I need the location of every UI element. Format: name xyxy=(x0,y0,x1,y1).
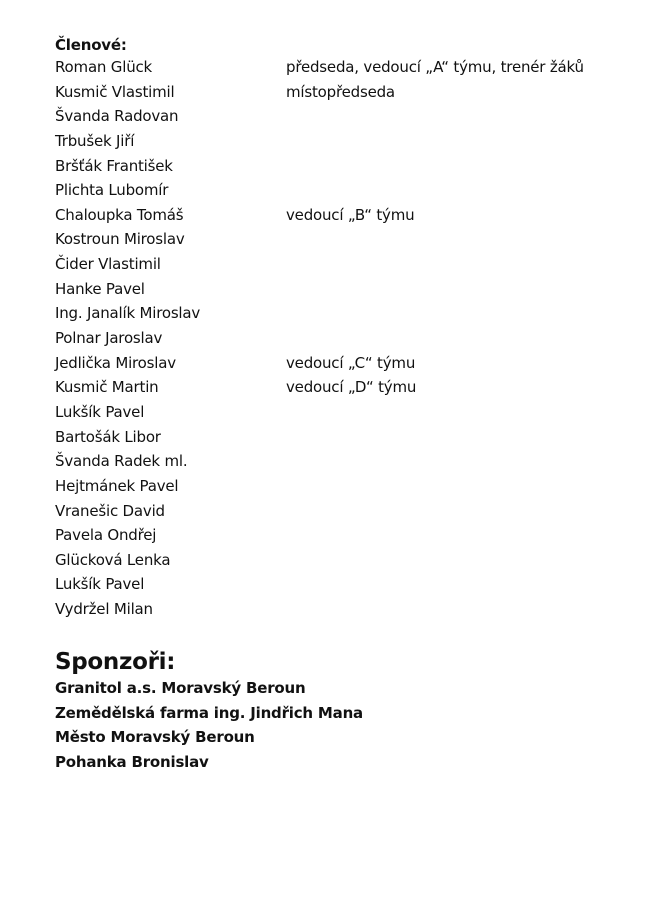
sponsor-item: Granitol a.s. Moravský Beroun xyxy=(55,679,306,697)
member-row xyxy=(55,277,615,302)
member-name: Pavela Ondřej xyxy=(55,526,157,545)
member-name: Švanda Radovan xyxy=(55,107,179,126)
member-row xyxy=(55,499,615,524)
member-name: Hanke Pavel xyxy=(55,279,145,298)
member-role: vedoucí „D“ týmu xyxy=(286,378,417,397)
member-name: Polnar Jaroslav xyxy=(55,329,163,348)
member-role: vedoucí „C“ týmu xyxy=(286,353,416,372)
member-role: vedoucí „B“ týmu xyxy=(286,205,415,224)
member-row xyxy=(55,548,615,573)
member-name: Hejtmánek Pavel xyxy=(55,476,179,495)
sponsors-list xyxy=(55,676,363,775)
member-role: předseda, vedoucí „A“ týmu, trenér žáků xyxy=(286,58,584,76)
members-list xyxy=(55,55,615,622)
member-row xyxy=(55,597,615,622)
member-name: Plichta Lubomír xyxy=(55,181,169,200)
member-row xyxy=(55,104,615,129)
member-row xyxy=(55,154,615,179)
member-name: Roman Glück xyxy=(55,58,153,76)
member-name: Ing. Janalík Miroslav xyxy=(55,304,201,323)
member-row xyxy=(55,301,615,326)
member-row xyxy=(55,449,615,474)
member-row xyxy=(55,572,615,597)
member-row xyxy=(55,326,615,351)
members-heading: Členové: xyxy=(55,36,127,54)
member-name: Chaloupka Tomáš xyxy=(55,205,184,224)
member-name: Vranešic David xyxy=(55,501,165,520)
member-row xyxy=(55,400,615,425)
member-row xyxy=(55,55,615,80)
member-name: Kusmič Martin xyxy=(55,378,159,397)
member-row xyxy=(55,203,615,228)
member-name: Vydržel Milan xyxy=(55,600,153,619)
member-row xyxy=(55,474,615,499)
member-name: Bršťák František xyxy=(55,156,173,175)
member-name: Švanda Radek ml. xyxy=(55,452,188,471)
member-row xyxy=(55,425,615,450)
member-row xyxy=(55,178,615,203)
member-row xyxy=(55,80,615,105)
sponsor-item: Město Moravský Beroun xyxy=(55,728,255,747)
member-name: Jedlička Miroslav xyxy=(55,353,176,372)
member-name: Lukšík Pavel xyxy=(55,402,145,421)
member-role: místopředseda xyxy=(286,82,395,101)
member-row xyxy=(55,129,615,154)
member-row xyxy=(55,523,615,548)
sponsor-item: Pohanka Bronislav xyxy=(55,752,209,771)
member-row xyxy=(55,252,615,277)
member-row xyxy=(55,375,615,400)
member-name: Glücková Lenka xyxy=(55,550,171,569)
member-name: Trbušek Jiří xyxy=(55,131,135,150)
sponsors-heading: Sponzoři: xyxy=(55,649,176,675)
member-row xyxy=(55,351,615,376)
member-name: Kusmič Vlastimil xyxy=(55,82,175,101)
member-name: Čider Vlastimil xyxy=(55,255,161,274)
member-row xyxy=(55,227,615,252)
member-name: Lukšík Pavel xyxy=(55,575,145,594)
sponsor-item: Zemědělská farma ing. Jindřich Mana xyxy=(55,703,363,722)
member-name: Kostroun Miroslav xyxy=(55,230,185,249)
member-name: Bartošák Libor xyxy=(55,427,161,446)
